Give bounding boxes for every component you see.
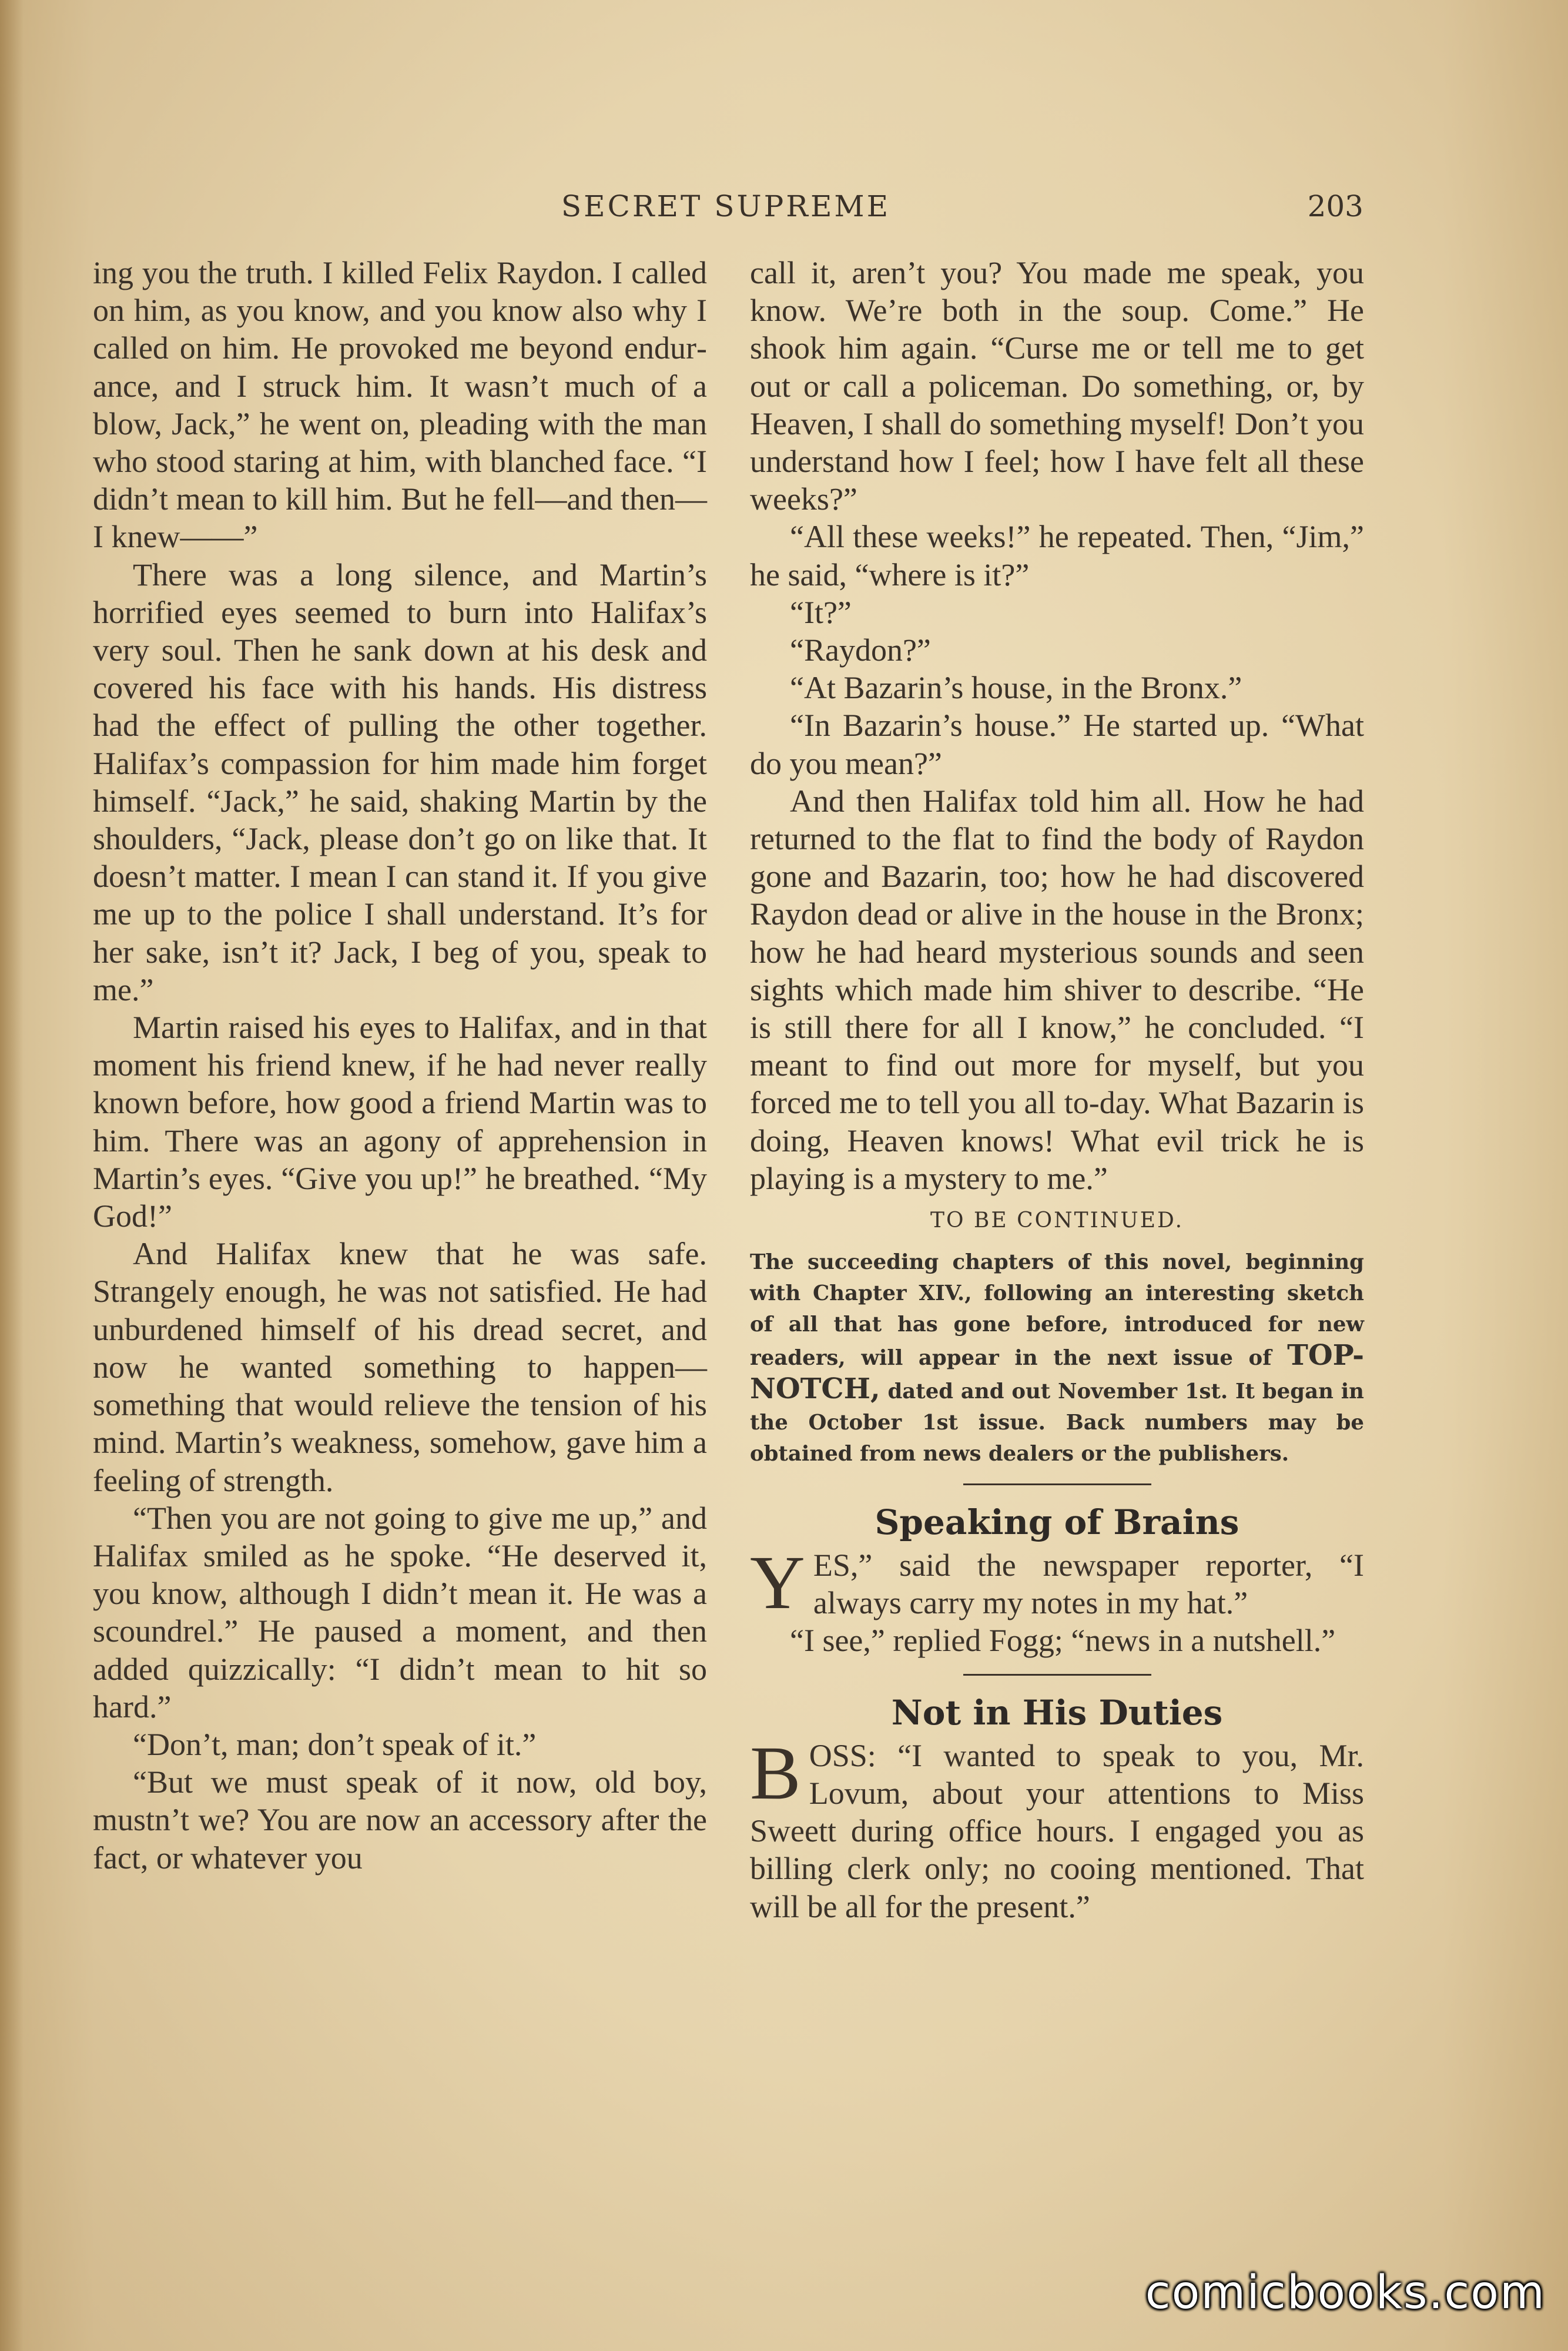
- editor-note-text: dated and out November 1st. It began in the October 1st issue. Back numbers may be obtained from news dealers or the publishers.: [750, 1379, 1364, 1466]
- paragraph: “In Bazarin’s house.” He started up. “What do you mean?”: [750, 708, 1364, 781]
- paragraph: Martin raised his eyes to Halifax, and in that moment his friend knew, if he had never really known before, how good a friend Martin was to him. There was an agony of apprehension in Martin’s eyes. “Give you up!” he breathed. “My God!”: [93, 1010, 707, 1234]
- running-header: [88, 189, 1363, 230]
- not-in-his-duties-title: Not in His Duties: [891, 1692, 1223, 1733]
- paragraph: There was a long silence, and Martin’s horrified eyes seemed to burn into Halifax’s very soul. Then he sank down at his desk and covered his face with his hands. His distress had the effect of pulling the other together. Halifax’s compassion for him made him forget himself. “Jack,” he said, shaking Martin by the shoulders, “Jack, please don’t go on like that. It doesn’t matter. I mean I can stand it. If you give me up to the police I shall understand. It’s for her sake, isn’t it? Jack, I beg of you, speak to me.”: [93, 557, 707, 1007]
- brains-paragraph: [750, 1540, 1364, 1626]
- to-be-continued: TO BE CONTINUED.: [930, 1208, 1184, 1233]
- paragraph: ing you the truth. I killed Felix Raydon. I called on him, as you know, and you know also why I called on him. He provoked me beyond endurance, and I struck him. It wasn’t much of a blow, Jack,” he went on, pleading with the man who stood staring at him, with blanched face. “I didn’t mean to kill him. But he fell—and then—I knew——”: [93, 255, 707, 555]
- right-column: [750, 254, 1364, 1925]
- paragraph: “Then you are not going to give me up,” and Halifax smiled as he spoke. “He deserved it, you know, although I didn’t mean it. He was a scoundrel.” He paused a moment, and then added quizzically: “I didn’t mean to hit so hard.”: [93, 1500, 707, 1724]
- paragraph: call it, aren’t you? You made me speak, you know. We’re both in the soup. Come.” He shook him again. “Curse me or tell me to get out or call a policeman. Do something, or, by Heaven, I shall do something myself! Don’t you understand how I feel; how I have felt all these weeks?”: [750, 255, 1364, 517]
- watermark: comicbooks.com: [1145, 2266, 1546, 2319]
- paragraph: “Don’t, man; don’t speak of it.”: [133, 1726, 537, 1762]
- duties-paragraph: [750, 1730, 1364, 1925]
- drop-cap: B: [750, 1730, 801, 1816]
- paragraph: “All these weeks!” he repeated. Then, “Jim,” he said, “where is it?”: [750, 519, 1364, 592]
- paragraph: And then Halifax told him all. How he had returned to the flat to find the body of Raydon gone and Bazarin, too; how he had discovered Raydon dead or alive in the house in the Bronx; how he had heard mysterious sounds and seen sights which made him shiver to describe. “He is still there for all I know,” he concluded. “I meant to find out more for myself, but you forced me to tell you all to-day. What Bazarin is doing, Heaven knows! What evil trick he is playing is a mystery to me.”: [750, 783, 1364, 1196]
- page-number: 203: [1307, 189, 1363, 223]
- paragraph: “Raydon?”: [790, 632, 931, 668]
- speaking-of-brains-title: Speaking of Brains: [875, 1502, 1239, 1543]
- duties-text: OSS: “I wanted to speak to you, Mr. Lovum, about your attentions to Miss Sweett during office hours. I engaged you as billing clerk only; no cooing mentioned. That will be all for the present.”: [750, 1737, 1364, 1924]
- paragraph: “At Bazarin’s house, in the Bronx.”: [790, 670, 1242, 706]
- drop-cap: Y: [750, 1540, 805, 1626]
- running-title: SECRET SUPREME: [561, 189, 891, 223]
- paragraph: “But we must speak of it now, old boy, mustn’t we? You are now an accessory after the fact, or whatever you: [93, 1764, 707, 1876]
- paragraph: “It?”: [790, 594, 852, 630]
- page-edge-shadow: [0, 0, 24, 2351]
- brains-paragraph: “I see,” replied Fogg; “news in a nutshell.”: [790, 1623, 1336, 1659]
- section-divider: [963, 1674, 1151, 1676]
- paragraph: And Halifax knew that he was safe. Strangely enough, he was not satisfied. He had unburdened himself of his dread secret, and now he wanted something to happen—something that would relieve the tension of his mind. Martin’s weakness, somehow, gave him a feeling of strength.: [93, 1236, 707, 1498]
- section-divider: [963, 1483, 1151, 1485]
- editor-note-text: The succeeding chapters of this novel, beginning with Chapter XIV., following an interesting sketch of all that has gone before, introduced for new readers, will appear in the next issue of: [750, 1250, 1364, 1371]
- magazine-name: TOP-NOTCH,: [750, 1339, 1365, 1406]
- left-column: [93, 254, 707, 1877]
- brains-text: ES,” said the newspaper reporter, “I always carry my notes in my hat.”: [813, 1548, 1364, 1621]
- editor-note: [750, 1247, 1364, 1469]
